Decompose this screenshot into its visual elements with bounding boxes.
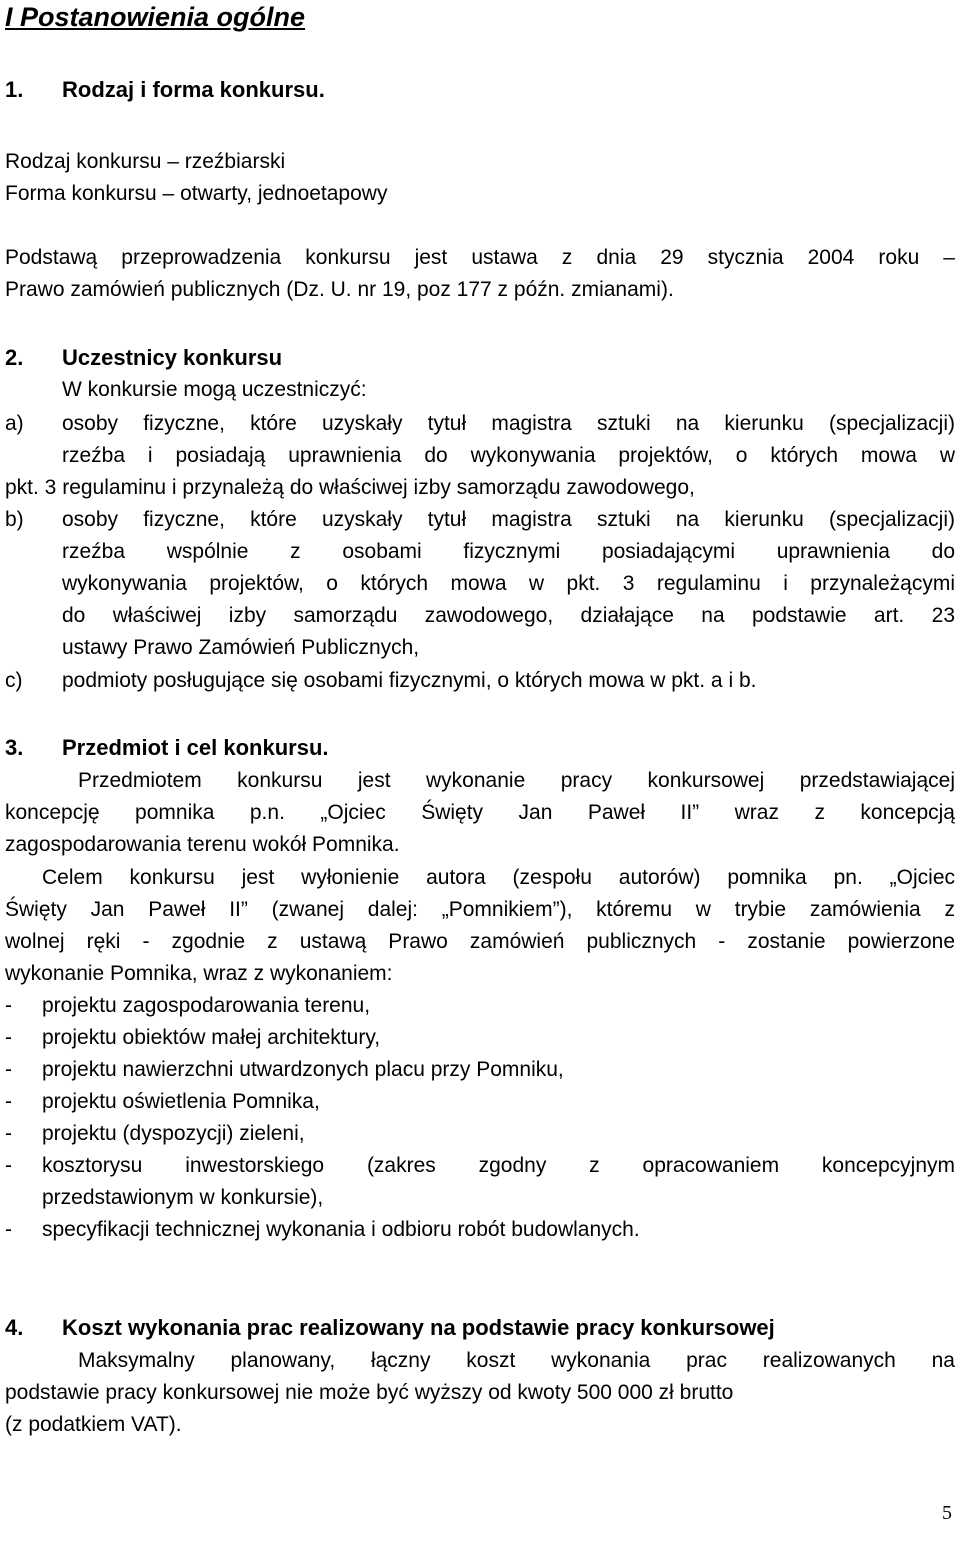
s2-item-b-line-2: rzeźba wspólnie z osobami fizycznymi posiadającymi uprawnienia do bbox=[62, 540, 955, 563]
page-number: 5 bbox=[942, 1502, 952, 1524]
s2-item-a-line-1: osoby fizyczne, które uzyskały tytuł magistra sztuki na kierunku (specjalizacji) bbox=[62, 412, 955, 435]
s3-p2-line-3: wolnej ręki - zgodnie z ustawą Prawo zamówień publicznych - zostanie powierzone bbox=[5, 930, 955, 953]
s4-p1-line-1: Maksymalny planowany, łączny koszt wykonania prac realizowanych na bbox=[78, 1349, 955, 1372]
section-3-heading bbox=[5, 732, 329, 764]
s3-list-item-2: projektu obiektów małej architektury, bbox=[42, 1026, 381, 1049]
s2-item-c-label: c) bbox=[5, 669, 23, 692]
s4-p1-line-2: podstawie pracy konkursowej nie może być wyższy od kwoty 500 000 zł brutto bbox=[5, 1381, 734, 1404]
s3-p1-line-3: zagospodarowania terenu wokół Pomnika. bbox=[5, 833, 400, 856]
s2-item-b-label: b) bbox=[5, 508, 24, 531]
s3-p1-line-1: Przedmiotem konkursu jest wykonanie pracy konkursowej przedstawiającej bbox=[78, 769, 955, 792]
s2-item-b-line-1: osoby fizyczne, które uzyskały tytuł magistra sztuki na kierunku (specjalizacji) bbox=[62, 508, 955, 531]
s3-dash-4: - bbox=[5, 1090, 12, 1113]
s3-dash-5: - bbox=[5, 1122, 12, 1145]
s1-line-2: Forma konkursu – otwarty, jednoetapowy bbox=[5, 182, 388, 205]
s3-list-item-7: specyfikacji technicznej wykonania i odbioru robót budowlanych. bbox=[42, 1218, 640, 1241]
section-1-heading bbox=[5, 74, 325, 106]
section-4-title: Koszt wykonania prac realizowany na podstawie pracy konkursowej bbox=[62, 1315, 775, 1340]
chapter-title: I Postanowienia ogólne bbox=[5, 2, 306, 32]
s3-p2-line-4: wykonanie Pomnika, wraz z wykonaniem: bbox=[5, 962, 393, 985]
s3-dash-6: - bbox=[5, 1154, 12, 1177]
s3-p2-line-1: Celem konkursu jest wyłonienie autora (zespołu autorów) pomnika pn. „Ojciec bbox=[42, 866, 955, 889]
s2-item-c-line-1: podmioty posługujące się osobami fizycznymi, o których mowa w pkt. a i b. bbox=[62, 669, 757, 692]
s4-p1-line-3: (z podatkiem VAT). bbox=[5, 1413, 182, 1436]
s1-paragraph-line-2: Prawo zamówień publicznych (Dz. U. nr 19, poz 177 z późn. zmianami). bbox=[5, 278, 674, 301]
s1-paragraph-line-1: Podstawą przeprowadzenia konkursu jest ustawa z dnia 29 stycznia 2004 roku – bbox=[5, 246, 955, 269]
s2-item-a-label: a) bbox=[5, 412, 24, 435]
s3-list-item-5: projektu (dyspozycji) zieleni, bbox=[42, 1122, 305, 1145]
s2-item-a-line-2: rzeźba i posiadają uprawnienia do wykonywania projektów, o których mowa w bbox=[62, 444, 955, 467]
s3-list-item-4: projektu oświetlenia Pomnika, bbox=[42, 1090, 320, 1113]
section-2-title: Uczestnicy konkursu bbox=[62, 345, 283, 370]
s2-item-b-line-3: wykonywania projektów, o których mowa w pkt. 3 regulaminu i przynależącymi bbox=[62, 572, 955, 595]
s3-dash-3: - bbox=[5, 1058, 12, 1081]
s3-list-item-1: projektu zagospodarowania terenu, bbox=[42, 994, 371, 1017]
s2-item-b-line-4: do właściwej izby samorządu zawodowego, działające na podstawie art. 23 bbox=[62, 604, 955, 627]
s3-list-item-3: projektu nawierzchni utwardzonych placu przy Pomniku, bbox=[42, 1058, 564, 1081]
s2-item-b-line-5: ustawy Prawo Zamówień Publicznych, bbox=[62, 636, 420, 659]
section-3-number: 3. bbox=[5, 735, 24, 760]
section-1-title: Rodzaj i forma konkursu. bbox=[62, 77, 325, 102]
s3-dash-7: - bbox=[5, 1218, 12, 1241]
s3-dash-1: - bbox=[5, 994, 12, 1017]
s2-item-a-line-3: pkt. 3 regulaminu i przynależą do właściwej izby samorządu zawodowego, bbox=[5, 476, 695, 499]
s3-list-item-6-cont: przedstawionym w konkursie), bbox=[42, 1186, 324, 1209]
s3-p2-line-2: Święty Jan Paweł II” (zwanej dalej: „Pomnikiem”), któremu w trybie zamówienia z bbox=[5, 898, 955, 921]
section-2-heading bbox=[5, 342, 282, 374]
section-2-number: 2. bbox=[5, 345, 24, 370]
section-4-heading bbox=[5, 1312, 775, 1344]
s2-intro: W konkursie mogą uczestniczyć: bbox=[62, 378, 367, 401]
s1-line-1: Rodzaj konkursu – rzeźbiarski bbox=[5, 150, 286, 173]
s3-dash-2: - bbox=[5, 1026, 12, 1049]
s3-p1-line-2: koncepcję pomnika p.n. „Ojciec Święty Jan Paweł II” wraz z koncepcją bbox=[5, 801, 955, 824]
section-1-number: 1. bbox=[5, 77, 24, 102]
section-4-number: 4. bbox=[5, 1315, 24, 1340]
section-3-title: Przedmiot i cel konkursu. bbox=[62, 735, 329, 760]
s3-list-item-6: kosztorysu inwestorskiego (zakres zgodny z opracowaniem koncepcyjnym bbox=[42, 1154, 955, 1177]
